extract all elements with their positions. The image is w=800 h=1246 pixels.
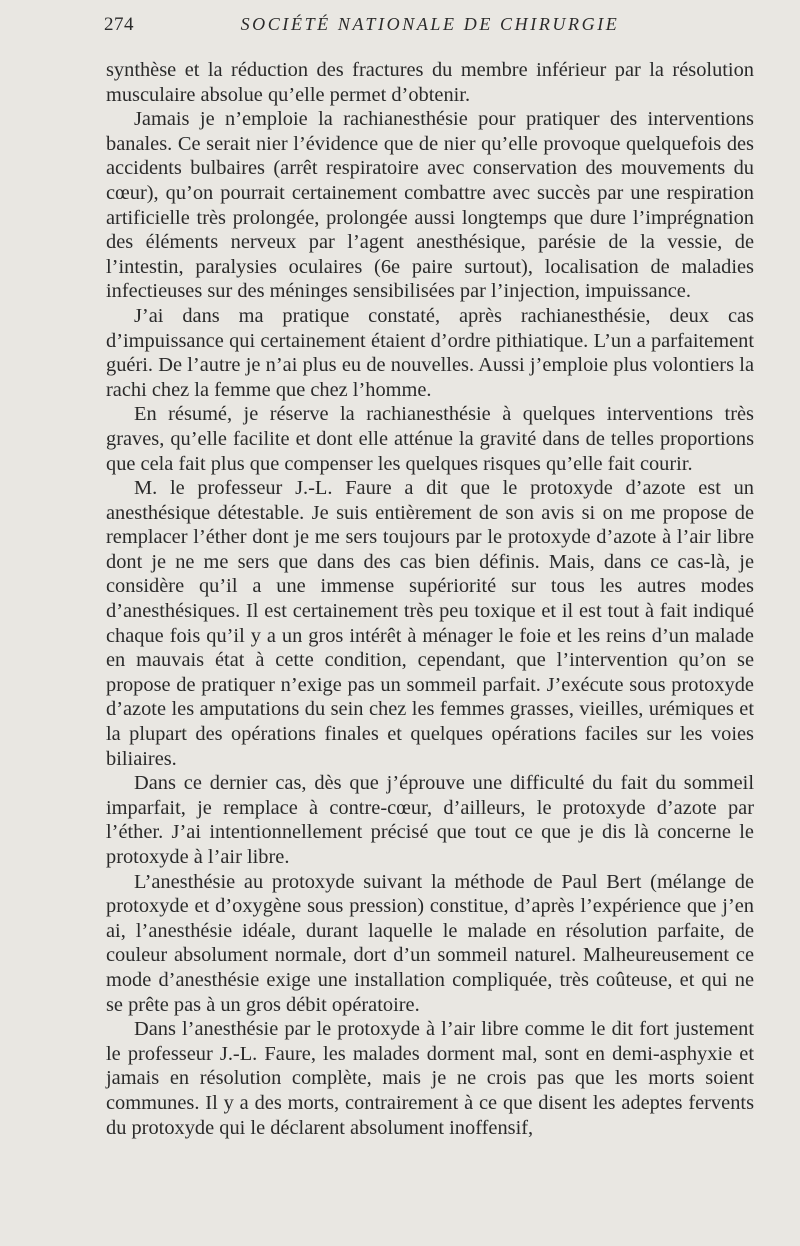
body-text <box>106 58 754 1140</box>
paragraph: J’ai dans ma pratique constaté, après rachianesthésie, deux cas d’impuissance qui certainement étaient d’ordre pithiatique. L’un a parfaitement guéri. De l’autre je n’ai plus eu de nouvelles. Aussi j’emploie plus volontiers la rachi chez la femme que chez l’homme. <box>106 304 754 401</box>
paragraph: Dans ce dernier cas, dès que j’éprouve une difficulté du fait du sommeil imparfait, je remplace à contre-cœur, d’ailleurs, le protoxyde d’azote par l’éther. J’ai intentionnellement précisé que tout ce que je dis là concerne le protoxyde à l’air libre. <box>106 772 754 868</box>
paragraph: M. le professeur J.-L. Faure a dit que le protoxyde d’azote est un anesthésique détestable. Je suis entièrement de son avis si on me propose de remplacer l’éther dont je me sers toujours par le protoxyde d’azote à l’air libre dont je ne me sers que dans des cas bien définis. Mais, dans ce cas-là, je considère qu’il a une immense supériorité sur tous les autres modes d’anesthésiques. Il est certainement très peu toxique et il est tout à fait indiqué chaque fois qu’il y a un gros intérêt à ménager le foie et les reins d’un malade en mauvais état à cette condition, cependant, que l’intervention qu’on se propose de pratiquer n’exige pas un sommeil parfait. J’exécute sous protoxyde d’azote les amputations du sein chez les femmes grasses, vieilles, urémiques et la plupart des opérations finales et quelques opérations faciles sur les voies biliaires. <box>106 477 754 770</box>
page-header <box>104 14 756 44</box>
paragraph: Dans l’anesthésie par le protoxyde à l’air libre comme le dit fort justement le professeur J.-L. Faure, les malades dorment mal, sont en demi-asphyxie et jamais en résolution complète, mais je ne crois pas que les morts soient communes. Il y a des morts, contrairement à ce que disent les adeptes fervents du protoxyde qui le déclarent absolument inoffensif, <box>106 1018 754 1139</box>
running-head: SOCIÉTÉ NATIONALE DE CHIRURGIE <box>240 14 620 34</box>
paragraph: Jamais je n’emploie la rachianesthésie pour pratiquer des interventions banales. Ce serait nier l’évidence que de nier qu’elle provoque quelquefois des accidents bulbaires (arrêt respiratoire avec conservation des mouvements du cœur), qu’on pourrait certainement combattre avec succès par une respiration artificielle très prolongée, prolongée aussi longtemps que dure l’imprégnation des éléments nerveux par l’agent anesthésique, parésie de la vessie, de l’intestin, paralysies oculaires (6e paire surtout), localisation de maladies infectieuses sur des méninges sensibilisées par l’injection, impuissance. <box>106 108 754 303</box>
page-number: 274 <box>104 14 134 35</box>
paragraph: En résumé, je réserve la rachianesthésie à quelques interventions très graves, qu’elle facilite et dont elle atténue la gravité dans de telles proportions que cela fait plus que compenser les quelques risques qu’elle fait courir. <box>106 403 754 475</box>
paragraph: L’anesthésie au protoxyde suivant la méthode de Paul Bert (mélange de protoxyde et d’oxygène sous pression) constitue, d’après l’expérience que j’en ai, l’anesthésie idéale, durant laquelle le malade en résolution parfaite, de couleur absolument normale, dort d’un sommeil naturel. Malheureusement ce mode d’anesthésie exige une installation compliquée, très coûteuse, et qui ne se prête pas à un gros débit opératoire. <box>106 870 754 1016</box>
paragraph: synthèse et la réduction des fractures du membre inférieur par la résolution musculaire absolue qu’elle permet d’obtenir. <box>106 59 754 106</box>
